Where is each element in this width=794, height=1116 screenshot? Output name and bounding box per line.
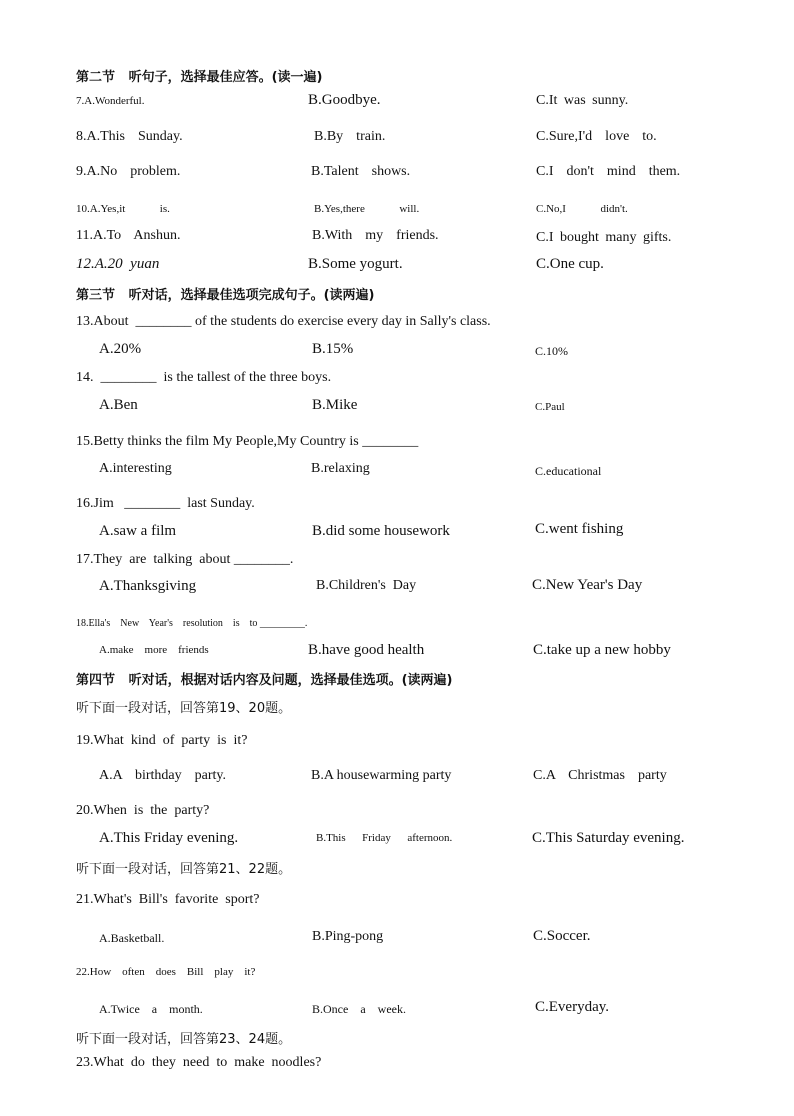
q10-option-c: C.No,I didn't. <box>536 203 628 215</box>
q13-option-a: A.20% <box>99 341 142 357</box>
q17-option-a: A.Thanksgiving <box>99 578 197 594</box>
q15-stem: 15.Betty thinks the film My People,My Country is ________ <box>76 434 419 449</box>
q7-option-c: C.It was sunny. <box>536 93 629 108</box>
q23-stem: 23.What do they need to make noodles? <box>76 1055 322 1070</box>
q16-option-a: A.saw a film <box>99 523 177 539</box>
section-3-heading: 第三节 听对话，选择最佳选项完成句子。(读两遍) <box>76 288 375 303</box>
q15-option-c: C.educational <box>535 464 602 478</box>
q12-option-c: C.One cup. <box>536 256 604 272</box>
q20-option-a: A.This Friday evening. <box>99 830 239 846</box>
q15-option-a: A.interesting <box>99 461 172 476</box>
q22-option-c: C.Everyday. <box>535 999 610 1015</box>
q17-option-b: B.Children's Day <box>316 578 417 593</box>
q22-stem: 22.How often does Bill play it? <box>76 966 256 978</box>
q22-option-a: A.Twice a month. <box>99 1002 203 1016</box>
q14-stem: 14. ________ is the tallest of the three boys. <box>76 370 332 385</box>
q16-option-c: C.went fishing <box>535 521 624 537</box>
q21-option-b: B.Ping-pong <box>312 929 384 944</box>
q7-option-a: 7.A.Wonderful. <box>76 95 145 107</box>
q20-option-b: B.This Friday afternoon. <box>316 832 453 844</box>
q8-option-b: B.By train. <box>314 129 386 144</box>
q19-stem: 19.What kind of party is it? <box>76 733 248 748</box>
q12-option-b: B.Some yogurt. <box>308 256 403 272</box>
q19-option-b: B.A housewarming party <box>311 768 452 783</box>
q8-option-a: 8.A.This Sunday. <box>76 129 183 144</box>
q20-stem: 20.When is the party? <box>76 803 210 818</box>
q7-option-b: B.Goodbye. <box>308 92 381 108</box>
q11-option-c: C.I bought many gifts. <box>536 230 672 245</box>
q14-option-b: B.Mike <box>312 397 358 413</box>
q10-option-b: B.Yes,there will. <box>314 203 420 215</box>
q19-option-c: C.A Christmas party <box>533 768 667 783</box>
q8-option-c: C.Sure,I'd love to. <box>536 129 657 144</box>
q10-option-a: 10.A.Yes,it is. <box>76 203 170 215</box>
q19-option-a: A.A birthday party. <box>99 768 226 783</box>
q18-option-a: A.make more friends <box>99 644 209 656</box>
q21-stem: 21.What's Bill's favorite sport? <box>76 892 260 907</box>
q9-option-a: 9.A.No problem. <box>76 164 181 179</box>
q18-stem: 18.Ella's New Year's resolution is to _________. <box>76 618 308 629</box>
q13-option-b: B.15% <box>312 341 354 357</box>
q13-stem: 13.About ________ of the students do exercise every day in Sally's class. <box>76 314 491 329</box>
q12-option-a: 12.A.20 yuan <box>76 256 160 272</box>
intro-q21-22: 听下面一段对话，回答第21、22题。 <box>76 862 292 877</box>
q9-option-b: B.Talent shows. <box>311 164 411 179</box>
q15-option-b: B.relaxing <box>311 461 370 476</box>
q16-option-b: B.did some housework <box>312 523 450 539</box>
q22-option-b: B.Once a week. <box>312 1002 406 1016</box>
q11-option-b: B.With my friends. <box>312 228 439 243</box>
q9-option-c: C.I don't mind them. <box>536 164 681 179</box>
section-4-heading: 第四节 听对话，根据对话内容及问题，选择最佳选项。(读两遍) <box>76 673 453 688</box>
q21-option-c: C.Soccer. <box>533 928 591 944</box>
q18-option-c: C.take up a new hobby <box>533 642 671 658</box>
q14-option-a: A.Ben <box>99 397 138 413</box>
section-2-heading: 第二节 听句子，选择最佳应答。(读一遍) <box>76 70 323 85</box>
q18-option-b: B.have good health <box>308 642 425 658</box>
q21-option-a: A.Basketball. <box>99 931 165 945</box>
q20-option-c: C.This Saturday evening. <box>532 830 685 846</box>
intro-q19-20: 听下面一段对话，回答第19、20题。 <box>76 701 292 716</box>
q14-option-c: C.Paul <box>535 401 565 413</box>
q17-stem: 17.They are talking about ________. <box>76 552 294 567</box>
intro-q23-24: 听下面一段对话，回答第23、24题。 <box>76 1032 292 1047</box>
q13-option-c: C.10% <box>535 344 568 358</box>
q17-option-c: C.New Year's Day <box>532 577 643 593</box>
q16-stem: 16.Jim ________ last Sunday. <box>76 496 255 511</box>
q11-option-a: 11.A.To Anshun. <box>76 228 181 243</box>
